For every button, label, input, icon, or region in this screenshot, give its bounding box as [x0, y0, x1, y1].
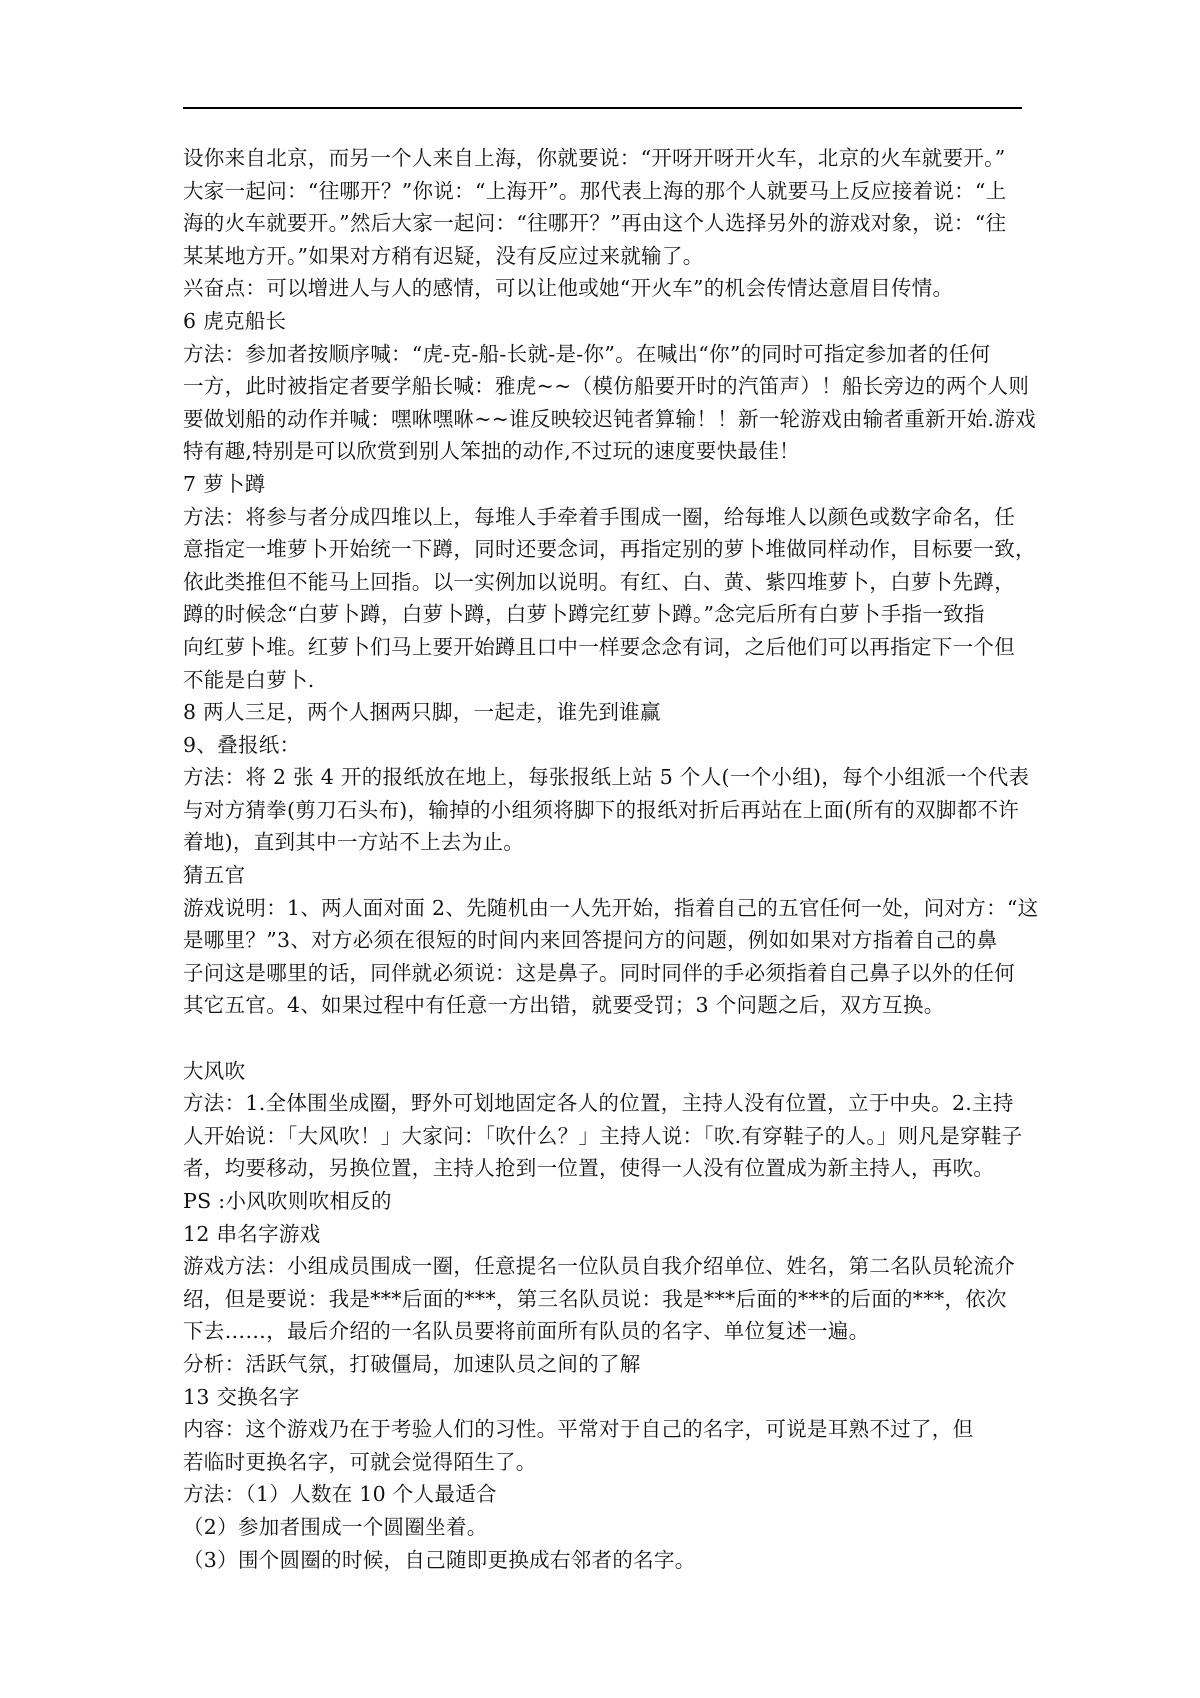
text-line: 不能是白萝卜. — [183, 667, 315, 692]
section-heading-hook-captain: 6 虎克船长 — [183, 308, 287, 333]
text-line: PS :小风吹则吹相反的 — [183, 1189, 392, 1213]
text-line: 特有趣,特别是可以欣赏到别人笨拙的动作,不过玩的速度要快最佳！ — [183, 439, 800, 464]
text-line: 游戏方法：小组成员围成一圈，任意提名一位队员自我介绍单位、姓名，第二名队员轮流介 — [183, 1254, 1015, 1279]
text-line: 方法：（1）人数在 10 个人最适合 — [183, 1482, 497, 1507]
text-line: 与对方猜拳(剪刀石头布)，输掉的小组须将脚下的报纸对折后再站在上面(所有的双脚都不许 — [183, 797, 1020, 822]
text-line: 着地)，直到其中一方站不上去为止。 — [183, 830, 525, 855]
text-line: 依此类推但不能马上回指。以一实例加以说明。有红、白、黄、紫四堆萝卜，白萝卜先蹲， — [183, 569, 1015, 594]
text-line: 是哪里？”3、对方必须在很短的时间内来回答提问方的问题，例如如果对方指着自己的鼻 — [183, 928, 998, 953]
text-line: 要做划船的动作并喊：嘿咻嘿咻~~谁反映较迟钝者算输！！新一轮游戏由输者重新开始.游戏 — [183, 406, 1036, 431]
text-line: 大家一起问：“往哪开？”你说：“上海开”。那代表上海的那个人就要马上反应接着说：“上 — [183, 178, 1007, 203]
text-line: 游戏说明：1、两人面对面 2、先随机由一人先开始，指着自己的五官任何一处，问对方：“这 — [183, 895, 1039, 920]
text-line: 绍，但是要说：我是***后面的***，第三名队员说：我是***后面的***的后面的***，依次 — [183, 1286, 1007, 1311]
text-line: 子问这是哪里的话，同伴就必须说：这是鼻子。同时同伴的手必须指着自己鼻子以外的任何 — [183, 960, 1015, 985]
text-line: 设你来自北京，而另一个人来自上海，你就要说：“开呀开呀开火车，北京的火车就要开。” — [183, 146, 1006, 170]
header-rule — [183, 107, 1022, 109]
text-line: 方法：将参与者分成四堆以上，每堆人手牵着手围成一圈，给每堆人以颜色或数字命名，任 — [183, 504, 1015, 529]
text-line: 某某地方开。”如果对方稍有迟疑，没有反应过来就输了。 — [183, 243, 704, 268]
text-line: 内容：这个游戏乃在于考验人们的习性。平常对于自己的名字，可说是耳熟不过了，但 — [183, 1417, 974, 1442]
section-heading-swap-names: 13 交换名字 — [183, 1384, 300, 1409]
section-heading-three-legged: 8 两人三足，两个人捆两只脚，一起走，谁先到谁赢 — [183, 700, 661, 725]
text-line: 方法：参加者按顺序喊：“虎-克-船-长就-是-你”。在喊出“你”的同时可指定参加者的任何 — [183, 341, 991, 366]
text-line: 蹲的时候念“白萝卜蹲，白萝卜蹲，白萝卜蹲完红萝卜蹲。”念完后所有白萝卜手指一致指 — [183, 602, 985, 627]
section-heading-big-wind: 大风吹 — [183, 1058, 246, 1083]
text-line: 向红萝卜堆。红萝卜们马上要开始蹲且口中一样要念念有词，之后他们可以再指定下一个但 — [183, 634, 1015, 659]
section-heading-newspaper: 9、叠报纸： — [183, 732, 301, 757]
text-line: 一方，此时被指定者要学船长喊：雅虎~~（模仿船要开时的汽笛声）！船长旁边的两个人则 — [183, 374, 1030, 399]
text-line: 方法：将 2 张 4 开的报纸放在地上，每张报纸上站 5 个人(一个小组)，每个小组派一个代表 — [183, 765, 1030, 790]
text-line: 人开始说：「大风吹！」大家问：「吹什么？」主持人说：「吹.有穿鞋子的人。」则凡是穿鞋子 — [183, 1123, 1023, 1148]
section-heading-name-chain: 12 串名字游戏 — [183, 1221, 321, 1246]
text-line: （3）围个圆圈的时候，自己随即更换成右邻者的名字。 — [183, 1547, 696, 1572]
text-line: 海的火车就要开。”然后大家一起问：“往哪开？”再由这个人选择另外的游戏对象，说：“往 — [183, 211, 1007, 236]
text-line: 下去……，最后介绍的一名队员要将前面所有队员的名字、单位复述一遍。 — [183, 1319, 870, 1344]
text-line: 兴奋点：可以增进人与人的感情，可以让他或她“开火车”的机会传情达意眉目传情。 — [183, 276, 954, 301]
text-line: 者，均要移动，另换位置，主持人抢到一位置，使得一人没有位置成为新主持人，再吹。 — [183, 1156, 995, 1181]
text-line: 若临时更换名字，可就会觉得陌生了。 — [183, 1449, 537, 1474]
text-line: 意指定一堆萝卜开始统一下蹲，同时还要念词，再指定别的萝卜堆做同样动作，目标要一致， — [183, 537, 1036, 562]
document-body — [183, 142, 1039, 1576]
text-line: （2）参加者围成一个圆圈坐着。 — [183, 1514, 488, 1539]
text-line: 其它五官。4、如果过程中有任意一方出错，就要受罚；3 个问题之后，双方互换。 — [183, 993, 945, 1018]
section-heading-guess-features: 猜五官 — [183, 863, 246, 888]
text-line: 方法：1.全体围坐成圈，野外可划地固定各人的位置，主持人没有位置，立于中央。2.主持 — [183, 1091, 1014, 1116]
blank-line — [183, 1022, 1023, 1055]
section-heading-radish-squat: 7 萝卜蹲 — [183, 471, 266, 496]
text-line: 分析：活跃气氛，打破僵局，加速队员之间的了解 — [183, 1351, 641, 1376]
